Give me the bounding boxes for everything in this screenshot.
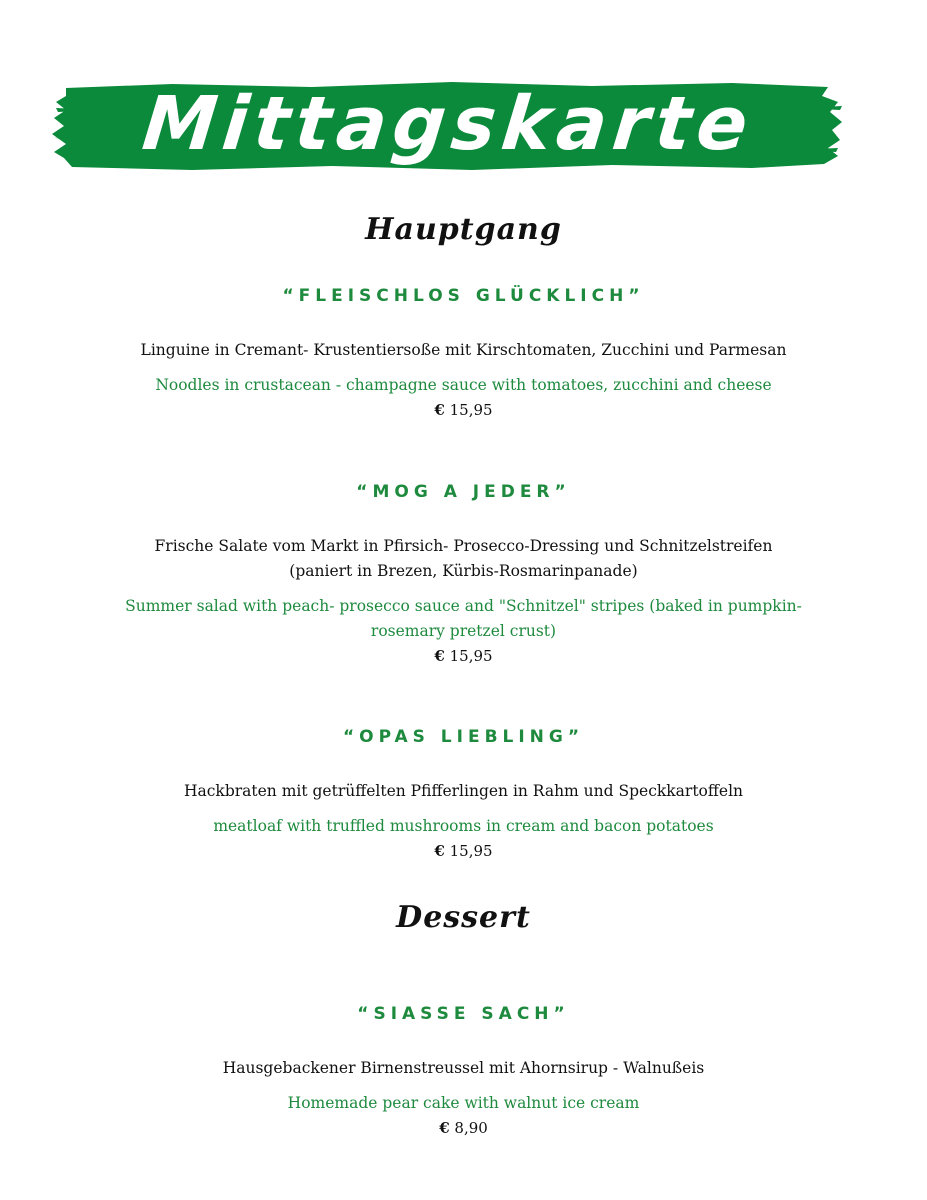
price-value: 8,90: [454, 1119, 488, 1137]
dish-mog-a-jeder: [0, 482, 927, 668]
price-value: 15,95: [449, 842, 493, 860]
dish-price: [0, 398, 927, 422]
price-value: 15,95: [449, 647, 493, 665]
dish-description-english: Noodles in crustacean - champagne sauce with tomatoes, zucchini and cheese: [155, 376, 772, 394]
dish-description-german: Hackbraten mit getrüffelten Pfifferlingen in Rahm und Speckkartoffeln: [183, 782, 744, 800]
dish-fleischlos-gluecklich: [0, 286, 927, 422]
dish-siasse-sach: [0, 1004, 927, 1140]
dish-price: [0, 1116, 927, 1140]
title-banner: [52, 78, 844, 174]
section-heading-main: Hauptgang: [365, 212, 562, 247]
dish-price: [0, 644, 927, 668]
currency-symbol: €: [434, 842, 445, 860]
price-value: 15,95: [449, 401, 493, 419]
dish-title: “SIASSE SACH”: [357, 1004, 570, 1024]
dish-price: [0, 839, 927, 863]
dish-description-german: Linguine in Cremant- Krustentiersoße mit Kirschtomaten, Zucchini und Parmesan: [140, 341, 787, 359]
page-title: Mittagskarte: [138, 81, 758, 167]
currency-symbol: €: [434, 647, 445, 665]
dish-title: “OPAS LIEBLING”: [342, 727, 585, 747]
dish-opas-liebling: [0, 727, 927, 863]
dish-description-german: Hausgebackener Birnenstreussel mit Ahornsirup - Walnußeis: [222, 1059, 705, 1077]
dish-description-english: meatloaf with truffled mushrooms in cream and bacon potatoes: [213, 817, 714, 835]
dish-description-english: Summer salad with peach- prosecco sauce and "Schnitzel" stripes (baked in pumpkin-rosemary pretzel crust): [125, 597, 802, 640]
currency-symbol: €: [434, 401, 445, 419]
dish-description-english: Homemade pear cake with walnut ice cream: [287, 1094, 640, 1112]
currency-symbol: €: [439, 1119, 450, 1137]
section-heading-dessert: Dessert: [396, 900, 531, 935]
dish-title: “FLEISCHLOS GLÜCKLICH”: [282, 286, 645, 306]
dish-description-german: Frische Salate vom Markt in Pfirsich- Prosecco-Dressing und Schnitzelstreifen (paniert in Brezen, Kürbis-Rosmarinpanade): [154, 537, 773, 580]
dish-title: “MOG A JEDER”: [356, 482, 571, 502]
